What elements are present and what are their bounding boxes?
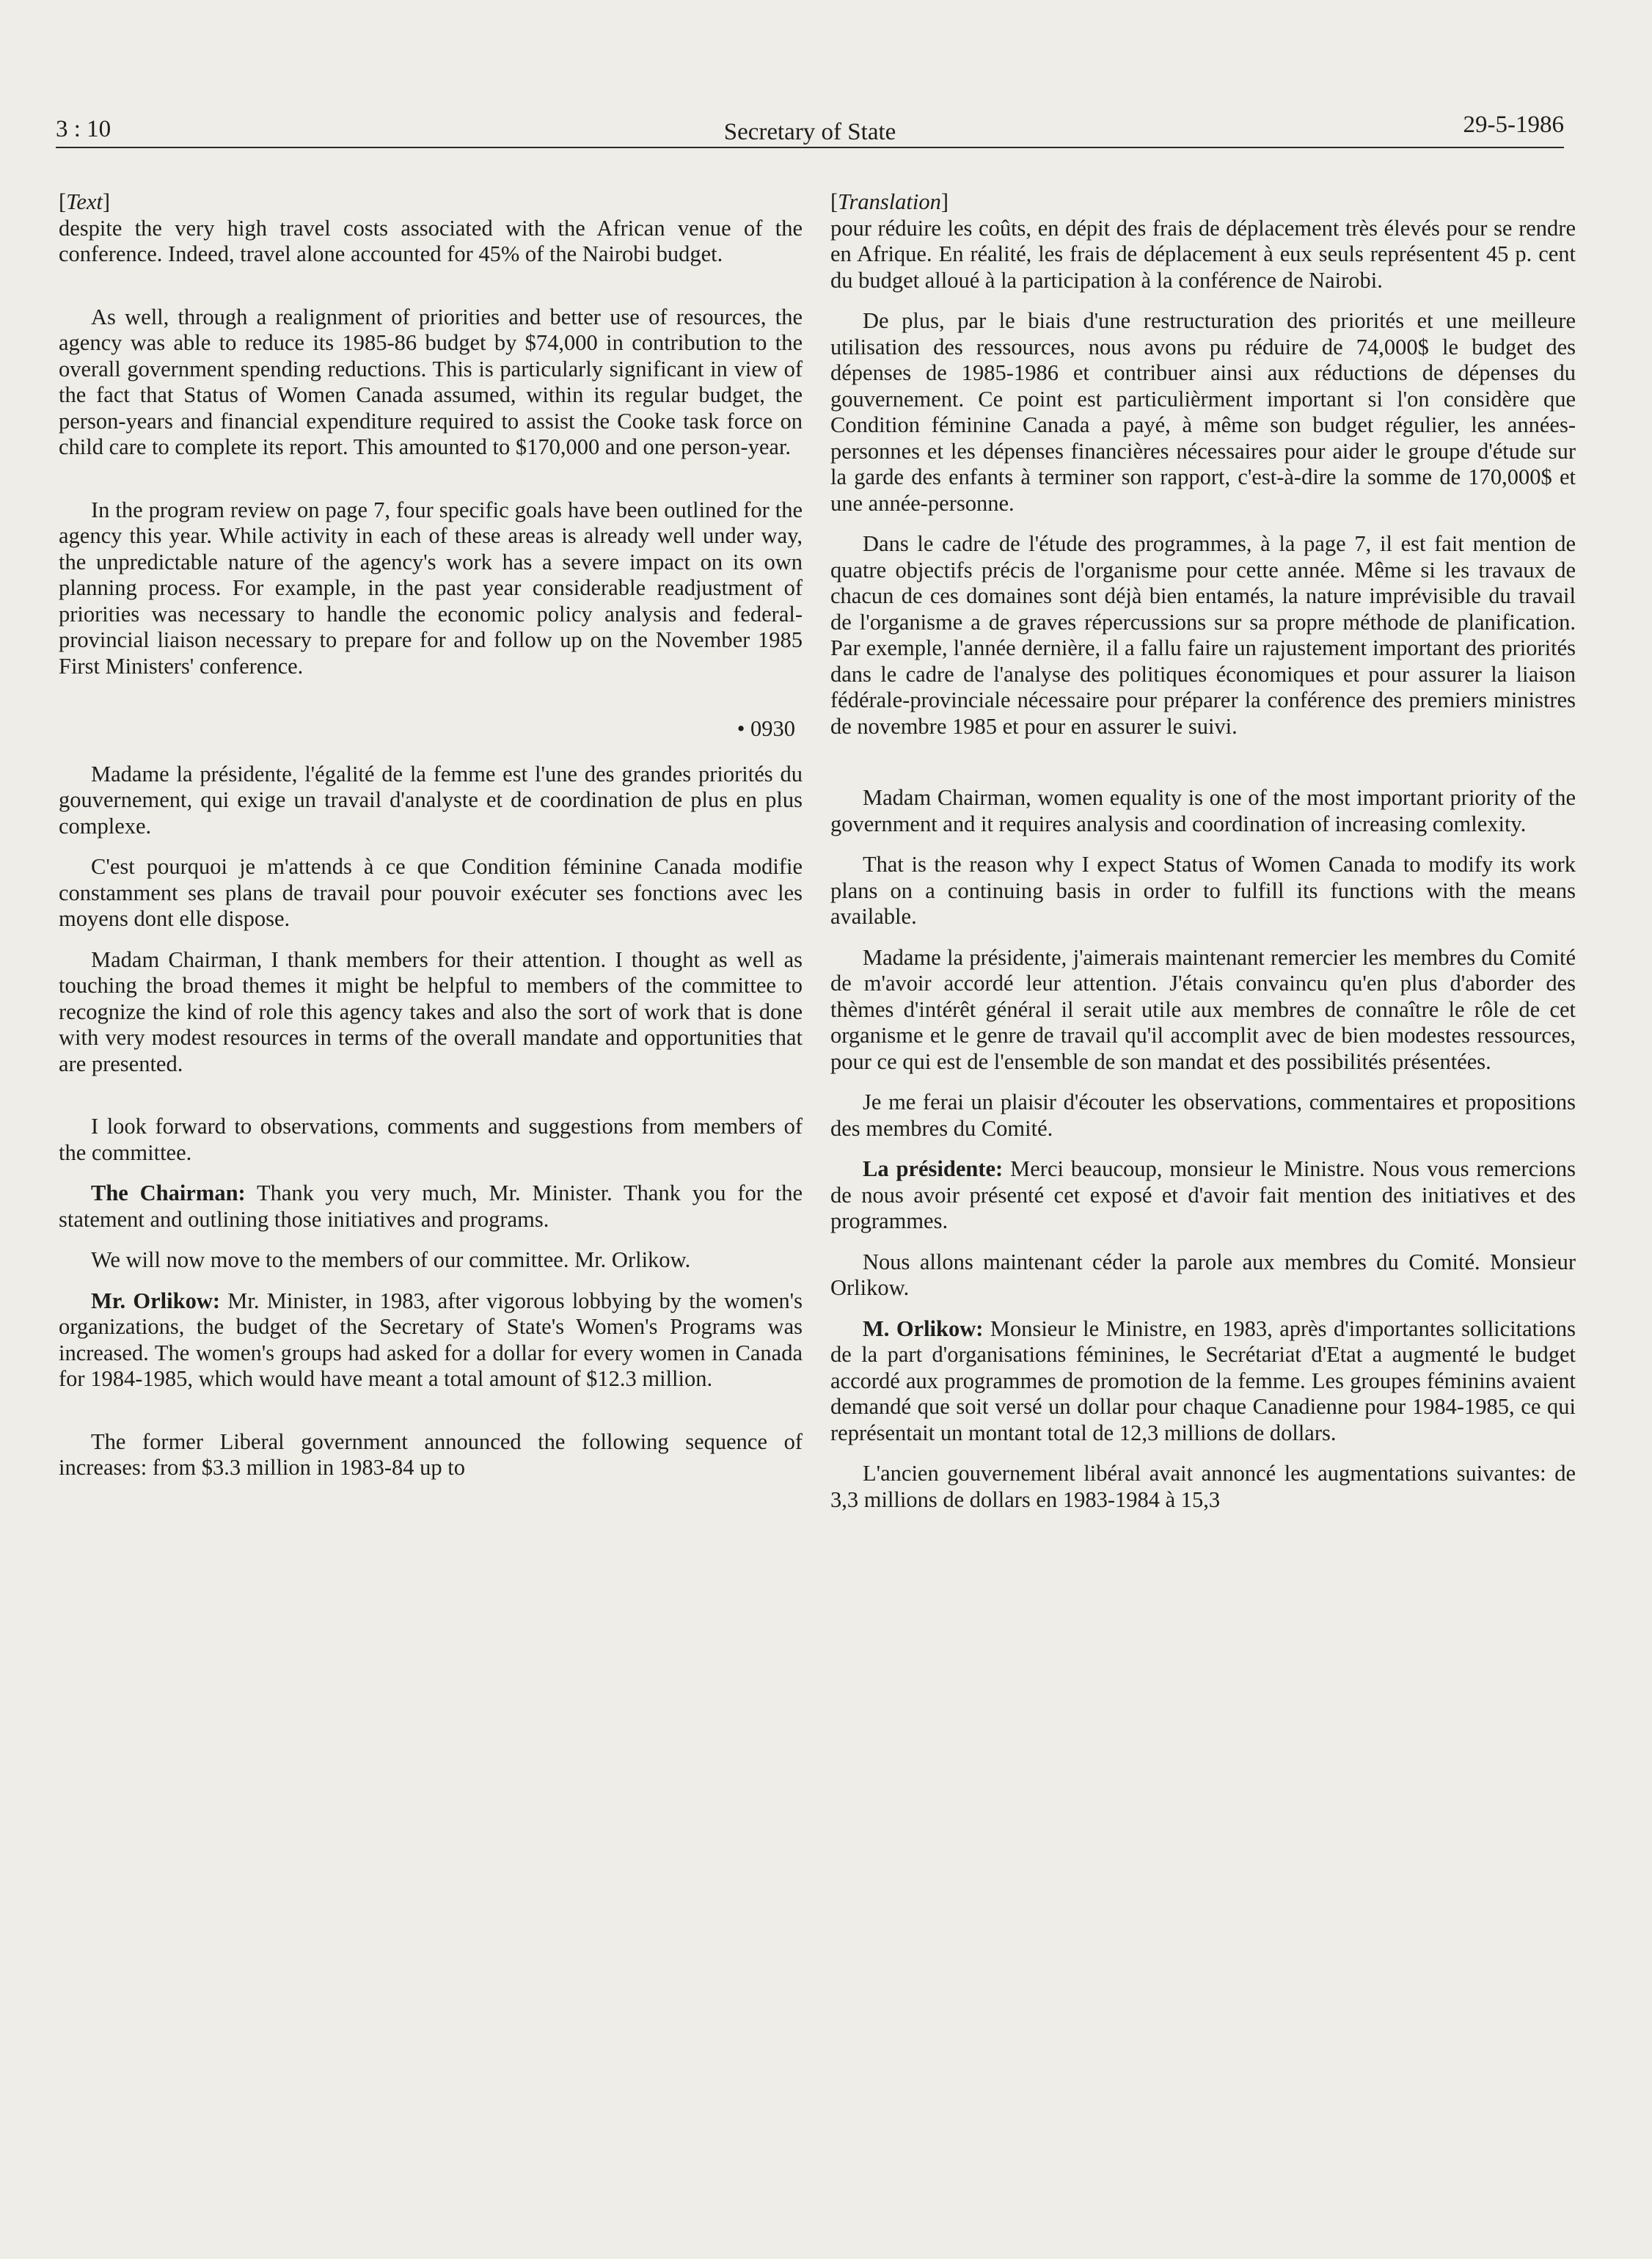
paragraph: I look forward to observations, comments and suggestions from members of the committee. (59, 1114, 803, 1165)
paragraph: That is the reason why I expect Status of Women Canada to modify its work plans on a continuing basis in order to fulfill its functions with the means available. (830, 852, 1576, 929)
french-column (830, 189, 1576, 1528)
paragraph: despite the very high travel costs associated with the African venue of the conference. Indeed, travel alone accounted for 45% of the Nairobi budget. (59, 215, 803, 266)
speaker-name: Mr. Orlikow: (91, 1288, 221, 1313)
paragraph: L'ancien gouvernement libéral avait annoncé les augmentations suivantes: de 3,3 millions de dollars en 1983-1984 à 15,3 (830, 1461, 1576, 1512)
speaker-name: The Chairman: (91, 1180, 246, 1205)
translation-tag: [Translation] (830, 189, 949, 214)
page-number: 3 : 10 (56, 116, 112, 142)
paragraph: pour réduire les coûts, en dépit des frais de déplacement très élevés pour se rendre en Afrique. En réalité, les frais de déplacement à eux seuls représentent 45 p. cent du budget alloué à la participation à la conférence de Nairobi. (830, 215, 1576, 293)
paragraph: De plus, par le biais d'une restructuration des priorités et une meilleure utilisation des ressources, nous avons pu réduire de 74,000$ le budget des dépenses de 1985-1986 et contribuer ainsi aux réductions de dépenses du gouvernement. Ce point est particulièrment important si l'on considère que Condition féminine Canada a payé, à même son budget régulier, les années-personnes et les dépenses financières nécessaires pour aider le groupe d'étude sur la garde des enfants à terminer son rapport, c'est-à-dire la somme de 170,000$ et une année-personne. (830, 308, 1576, 516)
paragraph: We will now move to the members of our committee. Mr. Orlikow. (91, 1247, 691, 1272)
speaker-paragraph: Mr. Orlikow: Mr. Minister, in 1983, after vigorous lobbying by the women's organizations, the budget of the Secretary of State's Women's Programs was increased. The women's groups had asked for a dollar for every women in Canada for 1984-1985, which would have meant a total amount of $12.3 million. (59, 1288, 803, 1391)
paragraph: Madam Chairman, women equality is one of the most important priority of the government and it requires analysis and coordination of increasing comlexity. (830, 785, 1576, 836)
paragraph: Nous allons maintenant céder la parole aux membres du Comité. Monsieur Orlikow. (830, 1249, 1576, 1300)
text-tag: [Text] (59, 189, 111, 214)
english-column (59, 189, 803, 1507)
paragraph: Je me ferai un plaisir d'écouter les observations, commentaires et propositions des membres du Comité. (830, 1090, 1576, 1141)
speaker-paragraph: The Chairman: Thank you very much, Mr. Minister. Thank you for the statement and outlining those initiatives and programs. (59, 1180, 803, 1232)
paragraph: In the program review on page 7, four specific goals have been outlined for the agency this year. While activity in each of these areas is already well under way, the unpredictable nature of the agency's work has a severe impact on its own planning process. For example, in the past year considerable readjustment of priorities was necessary to handle the economic policy analysis and federal-provincial liaison necessary to prepare for and follow up on the November 1985 First Ministers' conference. (59, 497, 803, 679)
speaker-name: La présidente: (863, 1156, 1004, 1181)
time-marker: • 0930 (737, 716, 795, 741)
speaker-paragraph: La présidente: Merci beaucoup, monsieur le Ministre. Nous vous remercions de nous avoir présenté cet exposé et d'avoir fait mention des initiatives et des programmes. (830, 1156, 1576, 1233)
header-rule (56, 147, 1564, 148)
paragraph: Madame la présidente, j'aimerais maintenant remercier les membres du Comité de m'avoir accordé leur attention. J'étais convaincu qu'en plus d'aborder des thèmes d'intérêt général il serait utile aux membres de connaître le rôle de cet organisme et le genre de travail qu'il accomplit avec de bien modestes ressources, pour ce qui est de l'ensemble de son mandat et des possibilités présentées. (830, 944, 1576, 1074)
paragraph: C'est pourquoi je m'attends à ce que Condition féminine Canada modifie constamment ses plans de travail pour pouvoir exécuter ses fonctions avec les moyens dont elle dispose. (59, 854, 803, 931)
paragraph: Dans le cadre de l'étude des programmes, à la page 7, il est fait mention de quatre objectifs précis de l'organisme pour cette année. Même si les travaux de chacun de ces domaines sont déjà bien entamés, la nature imprévisible du travail de l'organisme a de graves répercussions sur sa propre méthode de planification. Par exemple, l'année dernière, il a fallu faire un rajustement important des priorités dans le cadre de l'analyse des politiques économiques et pour assurer la liaison fédérale-provinciale nécessaire pour préparer la conférence des premiers ministres de novembre 1985 et pour en assurer le suivi. (830, 531, 1576, 739)
paragraph: The former Liberal government announced the following sequence of increases: from $3.3 million in 1983-84 up to (59, 1428, 803, 1480)
speaker-paragraph: M. Orlikow: Monsieur le Ministre, en 1983, après d'importantes sollicitations de la part d'organisations féminines, le Secrétariat d'Etat a augmenté le budget accordé aux programmes de promotion de la femme. Les groupes féminins avaient demandé que soit versé un dollar pour chaque Canadienne pour 1984-1985, ce qui représentait un montant total de 12,3 millions de dollars. (830, 1315, 1576, 1445)
running-header (56, 107, 1564, 151)
page-title: Secretary of State (723, 119, 896, 145)
paragraph: Madam Chairman, I thank members for their attention. I thought as well as touching the broad themes it might be helpful to members of the committee to recognize the kind of role this agency takes and also the sort of work that is done with very modest resources in terms of the overall mandate and opportunities that are presented. (59, 946, 803, 1076)
header-date: 29-5-1986 (1463, 112, 1564, 138)
paragraph: As well, through a realignment of priorities and better use of resources, the agency was able to reduce its 1985-86 budget by $74,000 in contribution to the overall government spending reductions. This is particularly significant in view of the fact that Status of Women Canada assumed, within its regular budget, the person-years and financial expenditure required to assist the Cooke task force on child care to complete its report. This amounted to $170,000 and one person-year. (59, 304, 803, 459)
paragraph: Madame la présidente, l'égalité de la femme est l'une des grandes priorités du gouvernement, qui exige un travail d'analyste et de coordination de plus en plus complexe. (59, 761, 803, 839)
speaker-name: M. Orlikow: (863, 1315, 984, 1341)
